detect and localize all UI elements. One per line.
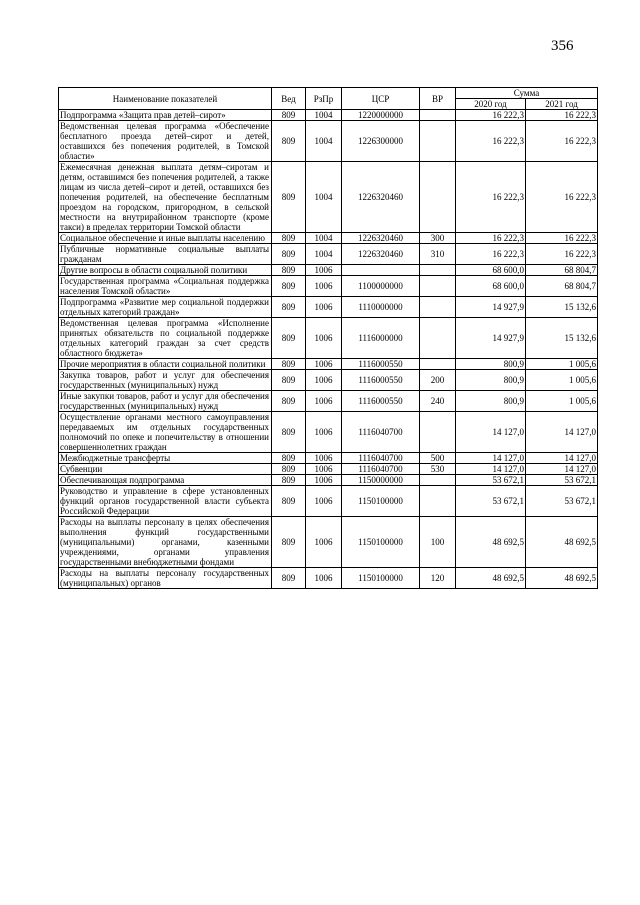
cell-amount-2020: 53 672,1 (456, 486, 526, 517)
cell-vr (420, 412, 456, 453)
cell-rzpr: 1006 (306, 276, 342, 297)
cell-amount-2020: 14 127,0 (456, 464, 526, 475)
cell-name: Ведомственная целевая программа «Обеспечение бесплатного проезда детей–сирот и детей, оставшихся без попечения родителей, в Томской области» (59, 121, 272, 162)
cell-name: Другие вопросы в области социальной политики (59, 265, 272, 276)
cell-csr: 1116000550 (342, 359, 420, 370)
cell-vr (420, 475, 456, 486)
cell-ved: 809 (272, 475, 306, 486)
cell-amount-2020: 68 600,0 (456, 265, 526, 276)
cell-amount-2021: 14 127,0 (526, 464, 598, 475)
cell-rzpr: 1006 (306, 464, 342, 475)
cell-vr: 120 (420, 568, 456, 589)
cell-name: Обеспечивающая подпрограмма (59, 475, 272, 486)
cell-amount-2021: 53 672,1 (526, 486, 598, 517)
table-row (59, 486, 598, 517)
cell-vr (420, 265, 456, 276)
cell-ved: 809 (272, 412, 306, 453)
cell-ved: 809 (272, 110, 306, 121)
cell-ved: 809 (272, 464, 306, 475)
cell-name: Руководство и управление в сфере установленных функций органов государственной власти субъекта Российской Федерации (59, 486, 272, 517)
cell-ved: 809 (272, 318, 306, 359)
cell-amount-2021: 14 127,0 (526, 453, 598, 464)
cell-vr: 200 (420, 370, 456, 391)
cell-vr (420, 110, 456, 121)
cell-csr: 1226320460 (342, 244, 420, 265)
table-row (59, 276, 598, 297)
cell-amount-2020: 800,9 (456, 370, 526, 391)
cell-amount-2020: 800,9 (456, 391, 526, 412)
cell-vr (420, 359, 456, 370)
cell-amount-2021: 48 692,5 (526, 568, 598, 589)
cell-rzpr: 1006 (306, 297, 342, 318)
cell-ved: 809 (272, 568, 306, 589)
cell-amount-2020: 16 222,3 (456, 244, 526, 265)
header-year-2020: 2020 год (456, 99, 526, 110)
cell-rzpr: 1006 (306, 412, 342, 453)
cell-ved: 809 (272, 517, 306, 568)
cell-name: Осуществление органами местного самоуправления передаваемых им отдельных государственных полномочий по опеке и попечительству в отношении совершеннолетних граждан (59, 412, 272, 453)
table-row (59, 464, 598, 475)
cell-csr: 1116040700 (342, 412, 420, 453)
cell-name: Социальное обеспечение и иные выплаты населению (59, 233, 272, 244)
cell-amount-2021: 15 132,6 (526, 297, 598, 318)
cell-amount-2020: 48 692,5 (456, 517, 526, 568)
cell-ved: 809 (272, 276, 306, 297)
cell-vr (420, 318, 456, 359)
cell-ved: 809 (272, 391, 306, 412)
cell-amount-2021: 1 005,6 (526, 370, 598, 391)
cell-amount-2021: 48 692,5 (526, 517, 598, 568)
table-row (59, 453, 598, 464)
table-row (59, 359, 598, 370)
header-name: Наименование показателей (59, 88, 272, 110)
cell-rzpr: 1006 (306, 391, 342, 412)
cell-ved: 809 (272, 162, 306, 233)
cell-rzpr: 1006 (306, 318, 342, 359)
cell-ved: 809 (272, 370, 306, 391)
cell-csr: 1226320460 (342, 233, 420, 244)
cell-amount-2020: 16 222,3 (456, 233, 526, 244)
cell-amount-2020: 14 927,9 (456, 318, 526, 359)
cell-rzpr: 1006 (306, 568, 342, 589)
cell-amount-2021: 16 222,3 (526, 233, 598, 244)
table-row (59, 391, 598, 412)
cell-name: Ведомственная целевая программа «Исполнение принятых обязательств по социальной поддержке отдельных категорий граждан за счет средств областного бюджета» (59, 318, 272, 359)
cell-amount-2021: 68 804,7 (526, 265, 598, 276)
cell-amount-2020: 14 127,0 (456, 412, 526, 453)
cell-amount-2021: 53 672,1 (526, 475, 598, 486)
cell-rzpr: 1006 (306, 453, 342, 464)
cell-name: Иные закупки товаров, работ и услуг для обеспечения государственных (муниципальных) нужд (59, 391, 272, 412)
cell-csr: 1150000000 (342, 475, 420, 486)
cell-rzpr: 1006 (306, 265, 342, 276)
table-row (59, 162, 598, 233)
cell-ved: 809 (272, 359, 306, 370)
cell-rzpr: 1006 (306, 517, 342, 568)
page-number: 356 (551, 38, 574, 54)
header-vr: ВР (420, 88, 456, 110)
cell-csr: 1116040700 (342, 453, 420, 464)
cell-ved: 809 (272, 121, 306, 162)
cell-name: Закупка товаров, работ и услуг для обеспечения государственных (муниципальных) нужд (59, 370, 272, 391)
header-csr: ЦСР (342, 88, 420, 110)
cell-amount-2021: 16 222,3 (526, 162, 598, 233)
table-row (59, 517, 598, 568)
cell-ved: 809 (272, 297, 306, 318)
cell-csr: 1226320460 (342, 162, 420, 233)
cell-rzpr: 1006 (306, 475, 342, 486)
cell-rzpr: 1006 (306, 370, 342, 391)
cell-amount-2020: 800,9 (456, 359, 526, 370)
cell-csr: 1116000550 (342, 391, 420, 412)
cell-amount-2020: 16 222,3 (456, 121, 526, 162)
cell-vr: 240 (420, 391, 456, 412)
cell-ved: 809 (272, 453, 306, 464)
table-row (59, 244, 598, 265)
cell-ved: 809 (272, 486, 306, 517)
table-header (59, 88, 598, 110)
cell-vr (420, 486, 456, 517)
cell-ved: 809 (272, 265, 306, 276)
cell-csr: 1150100000 (342, 517, 420, 568)
cell-csr: 1116000550 (342, 370, 420, 391)
cell-amount-2020: 48 692,5 (456, 568, 526, 589)
cell-csr: 1220000000 (342, 110, 420, 121)
cell-vr (420, 121, 456, 162)
cell-amount-2020: 16 222,3 (456, 162, 526, 233)
cell-csr (342, 265, 420, 276)
cell-name: Государственная программа «Социальная поддержка населения Томской области» (59, 276, 272, 297)
cell-amount-2021: 15 132,6 (526, 318, 598, 359)
cell-name: Публичные нормативные социальные выплаты гражданам (59, 244, 272, 265)
cell-csr: 1116000000 (342, 318, 420, 359)
cell-rzpr: 1004 (306, 244, 342, 265)
table-row (59, 370, 598, 391)
budget-table (58, 87, 598, 589)
cell-name: Расходы на выплаты персоналу государственных (муниципальных) органов (59, 568, 272, 589)
cell-ved: 809 (272, 233, 306, 244)
table-row (59, 475, 598, 486)
cell-vr: 310 (420, 244, 456, 265)
header-year-2021: 2021 год (526, 99, 598, 110)
cell-ved: 809 (272, 244, 306, 265)
cell-vr: 530 (420, 464, 456, 475)
cell-vr: 100 (420, 517, 456, 568)
cell-csr: 1226300000 (342, 121, 420, 162)
cell-name: Ежемесячная денежная выплата детям–сиротам и детям, оставшимся без попечения родителей, а также лицам из числа детей–сирот и детей, оставшихся без попечения родителей, на обеспечение бесплатным проездом на городском, пригородном, в сельской местности на внутрирайонном транспорте (кроме такси) в пределах территории Томской области (59, 162, 272, 233)
cell-name: Субвенции (59, 464, 272, 475)
table-row (59, 297, 598, 318)
cell-name: Расходы на выплаты персоналу в целях обеспечения выполнения функций государственными (муниципальными) органами, казенными учреждениями, органами управления государственными внебюджетными фондами (59, 517, 272, 568)
cell-rzpr: 1004 (306, 110, 342, 121)
cell-amount-2021: 14 127,0 (526, 412, 598, 453)
cell-vr: 500 (420, 453, 456, 464)
table-row (59, 110, 598, 121)
table-body (59, 110, 598, 589)
cell-rzpr: 1004 (306, 233, 342, 244)
cell-rzpr: 1004 (306, 162, 342, 233)
cell-vr (420, 162, 456, 233)
cell-amount-2021: 16 222,3 (526, 121, 598, 162)
table-row (59, 318, 598, 359)
cell-amount-2021: 1 005,6 (526, 359, 598, 370)
cell-csr: 1116040700 (342, 464, 420, 475)
cell-amount-2021: 16 222,3 (526, 244, 598, 265)
cell-name: Подпрограмма «Защита прав детей–сирот» (59, 110, 272, 121)
cell-vr: 300 (420, 233, 456, 244)
cell-amount-2020: 14 127,0 (456, 453, 526, 464)
cell-csr: 1150100000 (342, 568, 420, 589)
cell-csr: 1100000000 (342, 276, 420, 297)
cell-amount-2021: 1 005,6 (526, 391, 598, 412)
cell-vr (420, 276, 456, 297)
table-row (59, 233, 598, 244)
table-row (59, 265, 598, 276)
cell-amount-2021: 16 222,3 (526, 110, 598, 121)
cell-amount-2021: 68 804,7 (526, 276, 598, 297)
cell-amount-2020: 14 927,9 (456, 297, 526, 318)
cell-vr (420, 297, 456, 318)
cell-rzpr: 1004 (306, 121, 342, 162)
cell-amount-2020: 53 672,1 (456, 475, 526, 486)
cell-csr: 1110000000 (342, 297, 420, 318)
header-sum: Сумма (456, 88, 598, 99)
header-rzpr: РзПр (306, 88, 342, 110)
cell-name: Прочие мероприятия в области социальной политики (59, 359, 272, 370)
cell-name: Межбюджетные трансферты (59, 453, 272, 464)
table-row (59, 121, 598, 162)
cell-rzpr: 1006 (306, 486, 342, 517)
table-row (59, 568, 598, 589)
cell-name: Подпрограмма «Развитие мер социальной поддержки отдельных категорий граждан» (59, 297, 272, 318)
cell-rzpr: 1006 (306, 359, 342, 370)
table-row (59, 412, 598, 453)
header-ved: Вед (272, 88, 306, 110)
cell-amount-2020: 68 600,0 (456, 276, 526, 297)
cell-amount-2020: 16 222,3 (456, 110, 526, 121)
cell-csr: 1150100000 (342, 486, 420, 517)
